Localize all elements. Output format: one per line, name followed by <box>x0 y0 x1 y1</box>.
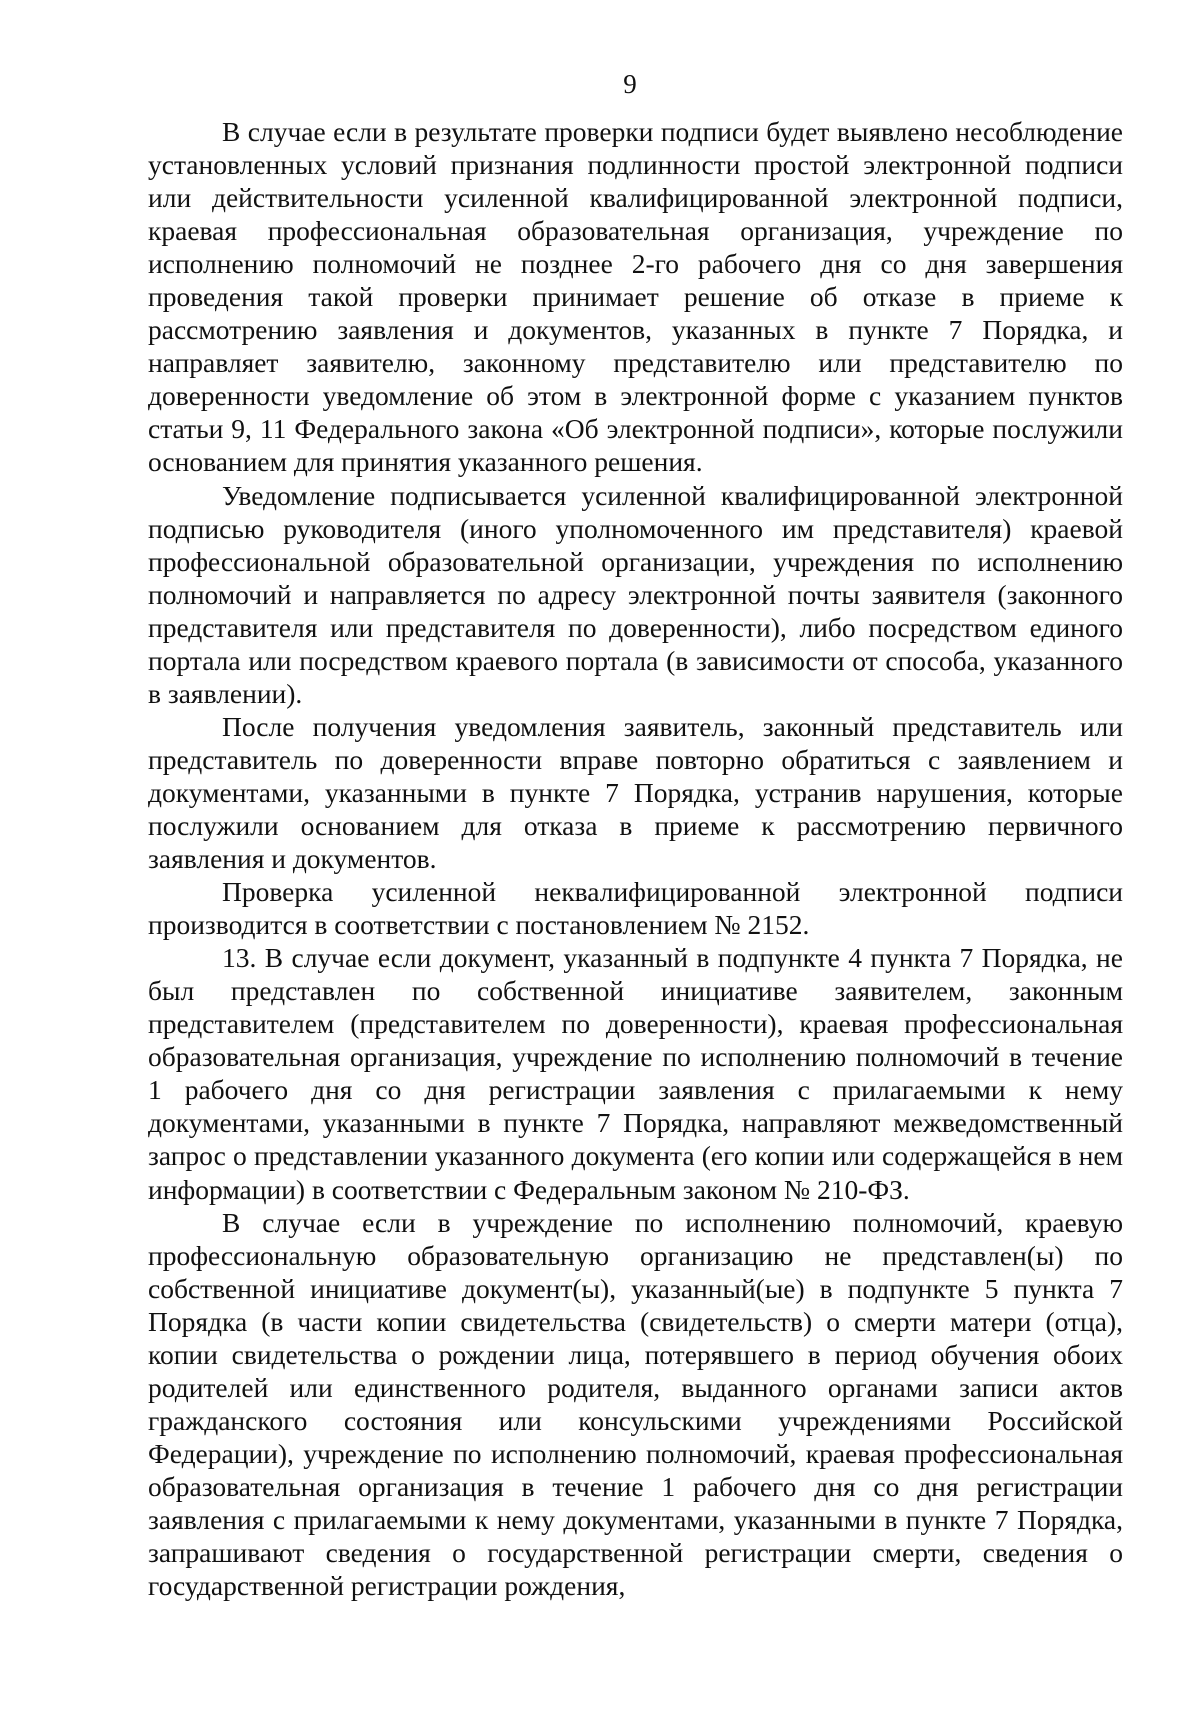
paragraph-repeat-application: После получения уведомления заявитель, законный представитель или представитель по доверенности вправе повторно обратиться с заявлением и документами, указанными в пункте 7 Порядка, устранив нарушения, которые послужили основанием для отказа в приеме к рассмотрению первичного заявления и документов. <box>148 710 1123 875</box>
paragraph-unqualified-signature-check: Проверка усиленной неквалифицированной электронной подписи производится в соответствии с постановлением № 2152. <box>148 876 1123 941</box>
paragraph-signature-check-refusal: В случае если в результате проверки подписи будет выявлено несоблюдение установленных условий признания подлинности простой электронной подписи или действительности усиленной квалифицированной электронной подписи, краевая профессиональная образовательная организация, учреждение по исполнению полномочий не позднее 2-го рабочего дня со дня завершения проведения такой проверки принимает решение об отказе в приеме к рассмотрению заявления и документов, указанных в пункте 7 Порядка, и направляет заявителю, законному представителю или представителю по доверенности уведомление об этом в электронной форме с указанием пунктов статьи 9, 11 Федерального закона «Об электронной подписи», которые послужили основанием для принятия указанного решения. <box>148 116 1123 478</box>
paragraph-notification-signing: Уведомление подписывается усиленной квалифицированной электронной подписью руководителя (иного уполномоченного им представителя) краевой профессиональной образовательной организации, учреждения по исполнению полномочий и направляется по адресу электронной почты заявителя (законного представителя или представителя по доверенности), либо посредством единого портала или посредством краевого портала (в зависимости от способа, указанного в заявлении). <box>148 479 1123 709</box>
paragraph-item-13: 13. В случае если документ, указанный в подпункте 4 пункта 7 Порядка, не был представлен по собственной инициативе заявителем, законным представителем (представителем по доверенности), краевая профессиональная образовательная организация, учреждение по исполнению полномочий в течение 1 рабочего дня со дня регистрации заявления с прилагаемыми к нему документами, указанными в пункте 7 Порядка, направляют межведомственный запрос о представлении указанного документа (его копии или содержащейся в нем информации) в соответствии с Федеральным законом № 210-ФЗ. <box>148 942 1123 1205</box>
document-body <box>148 115 1123 1602</box>
paragraph-death-birth-registration-request: В случае если в учреждение по исполнению полномочий, краевую профессиональную образовательную организацию не представлен(ы) по собственной инициативе документ(ы), указанный(ые) в подпункте 5 пункта 7 Порядка (в части копии свидетельства (свидетельств) о смерти матери (отца), копии свидетельства о рождении лица, потерявшего в период обучения обоих родителей или единственного родителя, выданного органами записи актов гражданского состояния или консульскими учреждениями Российской Федерации), учреждение по исполнению полномочий, краевая профессиональная образовательная организация в течение 1 рабочего дня со дня регистрации заявления с прилагаемыми к нему документами, указанными в пункте 7 Порядка, запрашивают сведения о государственной регистрации смерти, сведения о государственной регистрации рождения, <box>148 1206 1123 1602</box>
page-number: 9 <box>623 69 637 99</box>
